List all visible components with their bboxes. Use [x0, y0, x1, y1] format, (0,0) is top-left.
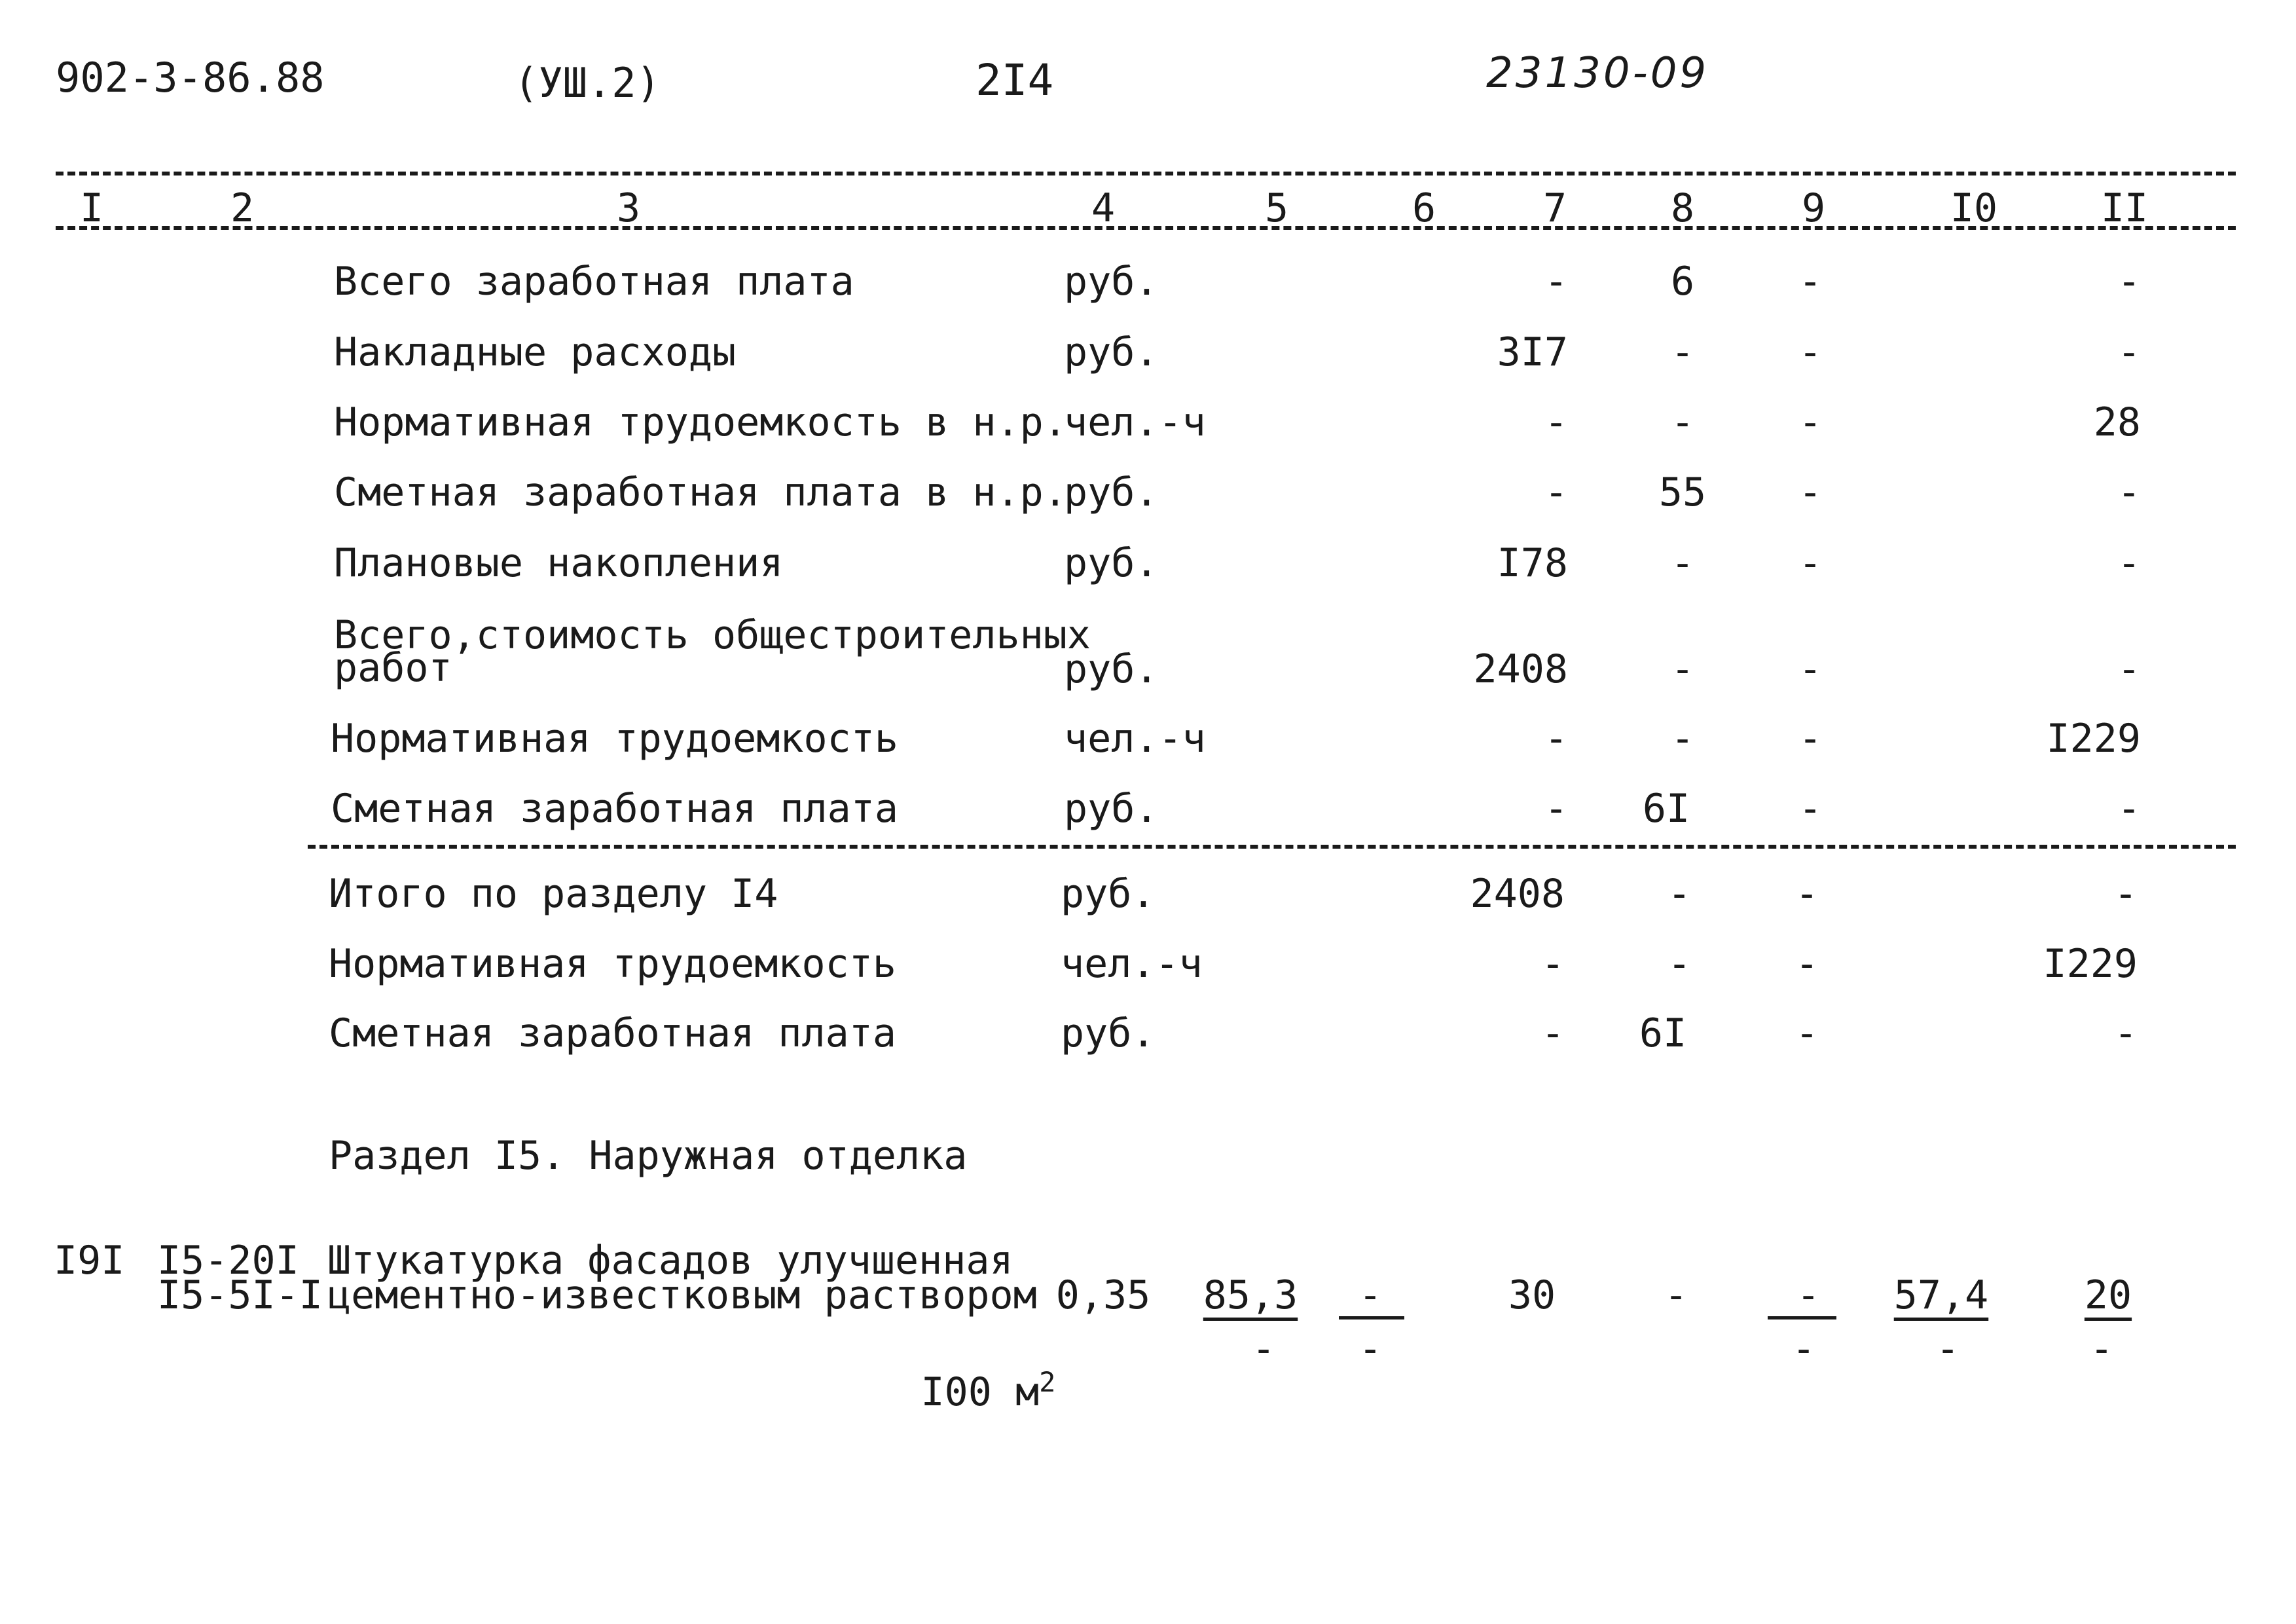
cell-col11: -: [2117, 786, 2141, 832]
cell-col7: -: [1544, 259, 1568, 304]
cell-col8: -: [1670, 540, 1695, 586]
row-name: Нормативная трудоемкость: [329, 941, 896, 987]
cell-col7: -: [1540, 1010, 1565, 1056]
cell-col5-bottom: -: [1251, 1326, 1276, 1372]
row-name-line2: работ: [334, 645, 452, 691]
cell-col10-bottom: -: [1935, 1326, 1960, 1372]
subtotal-separator: [308, 845, 2236, 849]
cell-col11: I229: [2043, 941, 2138, 987]
cell-col9: -: [1798, 329, 1823, 375]
cell-col8: -: [1667, 941, 1692, 987]
cell-col8: 6: [1670, 259, 1695, 304]
row-name: Плановые накопления: [334, 540, 784, 586]
row-unit: чел.-ч: [1061, 941, 1203, 987]
row-unit: руб.: [1064, 786, 1159, 832]
cell-col8: -: [1670, 716, 1695, 762]
cell-col7: I78: [1497, 540, 1568, 586]
cell-col7: -: [1544, 399, 1568, 445]
column-header: 4: [1091, 185, 1116, 231]
row-name: Итого по разделу I4: [329, 871, 778, 917]
row-unit: руб.: [1064, 259, 1159, 304]
cell-col11: -: [2117, 646, 2141, 692]
cell-col9-underline: [1768, 1316, 1836, 1320]
row-unit: руб.: [1064, 646, 1159, 692]
cell-col8: 55: [1658, 470, 1707, 515]
row-unit: руб.: [1061, 871, 1156, 917]
cell-col4: 0,35: [1055, 1272, 1151, 1318]
cell-col9: -: [1798, 646, 1823, 692]
item-name-line1: Штукатурка фасадов улучшенная: [327, 1238, 1013, 1283]
row-name: Накладные расходы: [334, 329, 737, 375]
cell-col9: -: [1798, 716, 1823, 762]
row-unit: руб.: [1061, 1010, 1156, 1056]
item-unit: [826, 1329, 1055, 1451]
item-code: I5-5I-I: [157, 1272, 323, 1318]
row-name: Всего заработная плата: [334, 259, 854, 304]
cell-col9: -: [1798, 470, 1823, 515]
cell-col11-top: 20: [2084, 1272, 2132, 1318]
item-number: I9I: [54, 1238, 125, 1283]
cell-col7: 30: [1508, 1272, 1556, 1318]
cell-col8: -: [1664, 1272, 1688, 1318]
column-header: 8: [1670, 185, 1695, 231]
cell-col8: 6I: [1642, 786, 1690, 832]
column-header: 3: [616, 185, 641, 231]
row-unit: руб.: [1064, 540, 1159, 586]
item-unit-exponent: 2: [1039, 1366, 1056, 1398]
row-unit: чел.-ч: [1064, 716, 1206, 762]
cell-col9: -: [1798, 786, 1823, 832]
cell-col9: -: [1795, 941, 1819, 987]
cell-col11: I229: [2046, 716, 2141, 762]
row-unit: руб.: [1064, 470, 1159, 515]
cell-col7: 2408: [1470, 871, 1565, 917]
row-name: Сметная заработная плата: [331, 786, 898, 832]
item-code: I5-20I: [157, 1238, 299, 1283]
cell-col7: -: [1544, 786, 1568, 832]
cell-col8: -: [1667, 871, 1692, 917]
cell-col8: 6I: [1639, 1010, 1687, 1056]
cell-col7: 2408: [1473, 646, 1568, 692]
cell-col11: -: [2117, 470, 2141, 515]
cell-col8: -: [1670, 329, 1695, 375]
column-header: I0: [1950, 185, 1998, 231]
cell-col8: -: [1670, 399, 1695, 445]
column-header: 6: [1412, 185, 1436, 231]
section-mark: (УШ.2): [514, 59, 661, 107]
cell-col7: -: [1544, 716, 1568, 762]
cell-col5-top: 85,3: [1203, 1272, 1298, 1318]
cell-col9: -: [1795, 1010, 1819, 1056]
row-name: Сметная заработная плата: [329, 1010, 896, 1056]
cell-col11-bottom: -: [2089, 1326, 2114, 1372]
cell-col11: -: [2117, 329, 2141, 375]
section-title: Раздел I5. Наружная отделка: [329, 1133, 968, 1179]
item-name-line2: цементно-известковым раствором: [327, 1272, 1037, 1318]
column-header: 9: [1801, 185, 1826, 231]
page-number: 2I4: [975, 55, 1054, 105]
row-unit: руб.: [1064, 329, 1159, 375]
cell-col9: -: [1798, 399, 1823, 445]
cell-col7: -: [1540, 941, 1565, 987]
column-header: I: [79, 185, 104, 231]
handwritten-reference: 23130-09: [1486, 49, 1709, 98]
cell-col11: -: [2117, 540, 2141, 586]
header-top-rule: [56, 172, 2236, 175]
item-unit-base: I00 м: [920, 1369, 1040, 1415]
column-header: II: [2100, 185, 2149, 231]
column-header: 2: [230, 185, 255, 231]
cell-col9: -: [1798, 259, 1823, 304]
row-name: Сметная заработная плата в н.р.: [334, 470, 1067, 515]
row-name: Нормативная трудоемкость в н.р.: [334, 399, 1067, 445]
row-unit: чел.-ч: [1064, 399, 1206, 445]
cell-col8: -: [1670, 646, 1695, 692]
cell-col10-top: 57,4: [1893, 1272, 1989, 1318]
cell-col7: 3I7: [1497, 329, 1568, 375]
cell-col9: -: [1798, 540, 1823, 586]
cell-col9: -: [1795, 871, 1819, 917]
cell-col11: -: [2117, 259, 2141, 304]
cell-col11: -: [2113, 1010, 2138, 1056]
cell-col7: -: [1544, 470, 1568, 515]
cell-col6-bottom: -: [1358, 1326, 1383, 1372]
cell-col9-top: -: [1796, 1272, 1821, 1318]
column-header: 5: [1264, 185, 1289, 231]
column-header: 7: [1542, 185, 1567, 231]
cell-col6-top: -: [1358, 1272, 1383, 1318]
cell-col9-bottom: -: [1791, 1326, 1816, 1372]
header-bottom-rule: [56, 226, 2236, 230]
cell-col6-underline: [1339, 1316, 1404, 1320]
cell-col11: 28: [2093, 399, 2141, 445]
row-name: Нормативная трудоемкость: [331, 716, 898, 762]
document-code: 902-3-86.88: [56, 54, 325, 101]
row-name-line1: Всего,стоимость общестроительных: [334, 612, 1091, 658]
cell-col11: -: [2113, 871, 2138, 917]
